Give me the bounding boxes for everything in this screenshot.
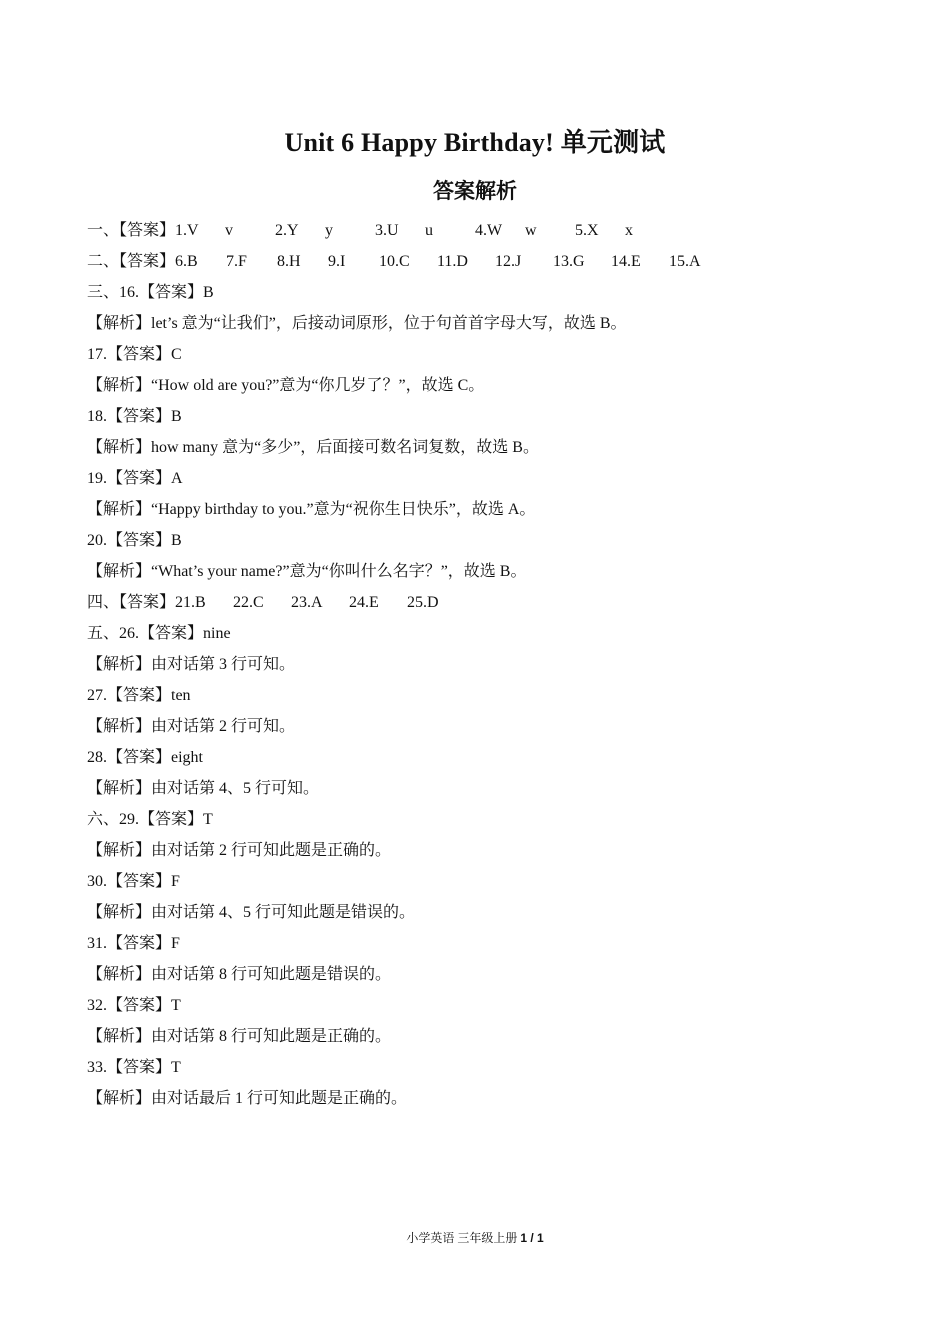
answer-line: 32.【答案】T bbox=[87, 997, 181, 1014]
answer-item: 4.W bbox=[475, 222, 503, 239]
answer-item: 22.C bbox=[233, 594, 264, 611]
explanation-line: 【解析】由对话第 8 行可知此题是正确的。 bbox=[87, 1028, 392, 1045]
answer-line: 三、16.【答案】B bbox=[87, 284, 214, 301]
answer-line: 27.【答案】ten bbox=[87, 687, 191, 704]
answer-item: 2.Y bbox=[275, 222, 299, 239]
explanation-line: 【解析】let’s 意为“让我们”，后接动词原形，位于句首首字母大写，故选 B。 bbox=[87, 315, 627, 332]
answer-item: 23.A bbox=[291, 594, 323, 611]
answer-item: u bbox=[425, 222, 434, 239]
explanation-line: 【解析】由对话第 4、5 行可知。 bbox=[87, 780, 320, 797]
answer-row-prefix: 二、【答案】 bbox=[87, 253, 176, 270]
footer-subject: 小学英语 三年级上册 bbox=[406, 1231, 518, 1245]
answer-item: 14.E bbox=[611, 253, 641, 270]
answer-row bbox=[87, 219, 887, 250]
answer-item: 3.U bbox=[375, 222, 399, 239]
explanation-line: 【解析】由对话第 3 行可知。 bbox=[87, 656, 296, 673]
answer-line: 31.【答案】F bbox=[87, 935, 180, 952]
explanation-line: 【解析】由对话第 4、5 行可知此题是错误的。 bbox=[87, 904, 416, 921]
page-title: Unit 6 Happy Birthday! 单元测试 bbox=[284, 128, 666, 157]
answer-item: v bbox=[225, 222, 234, 239]
answer-item: 9.I bbox=[328, 253, 346, 270]
explanation-line: 【解析】由对话最后 1 行可知此题是正确的。 bbox=[87, 1090, 408, 1107]
answer-item: 24.E bbox=[349, 594, 379, 611]
answer-item: 15.A bbox=[669, 253, 701, 270]
answer-line: 30.【答案】F bbox=[87, 873, 180, 890]
answer-line: 20.【答案】B bbox=[87, 532, 182, 549]
answer-item: 11.D bbox=[437, 253, 468, 270]
page-footer bbox=[0, 1229, 950, 1246]
answer-item: x bbox=[625, 222, 634, 239]
answer-item: 25.D bbox=[407, 594, 439, 611]
answer-row-prefix: 四、【答案】 bbox=[87, 594, 176, 611]
explanation-line: 【解析】how many 意为“多少”，后面接可数名词复数，故选 B。 bbox=[87, 439, 539, 456]
explanation-line: 【解析】“Happy birthday to you.”意为“祝你生日快乐”，故选 A。 bbox=[87, 501, 536, 518]
answer-line: 五、26.【答案】nine bbox=[87, 625, 231, 642]
answer-item: 10.C bbox=[379, 253, 410, 270]
answer-item: 21.B bbox=[175, 594, 206, 611]
answer-item: w bbox=[525, 222, 537, 239]
answer-item: y bbox=[325, 222, 334, 239]
answer-item: 7.F bbox=[226, 253, 247, 270]
answer-item: 5.X bbox=[575, 222, 599, 239]
explanation-line: 【解析】由对话第 8 行可知此题是错误的。 bbox=[87, 966, 392, 983]
answer-item: 8.H bbox=[277, 253, 301, 270]
page-subtitle: 答案解析 bbox=[433, 179, 517, 203]
explanation-line: 【解析】由对话第 2 行可知此题是正确的。 bbox=[87, 842, 392, 859]
answer-item: 1.V bbox=[175, 222, 199, 239]
answer-line: 19.【答案】A bbox=[87, 470, 183, 487]
answer-item: 13.G bbox=[553, 253, 585, 270]
answer-line: 17.【答案】C bbox=[87, 346, 182, 363]
answer-line: 28.【答案】eight bbox=[87, 749, 203, 766]
answer-item: 12.J bbox=[495, 253, 522, 270]
answer-line: 六、29.【答案】T bbox=[87, 811, 213, 828]
answer-row bbox=[87, 591, 887, 622]
page-number: 1 / 1 bbox=[520, 1231, 544, 1245]
explanation-line: 【解析】“What’s your name?”意为“你叫什么名字？”，故选 B。 bbox=[87, 563, 527, 580]
answer-line: 33.【答案】T bbox=[87, 1059, 181, 1076]
answer-item: 6.B bbox=[175, 253, 198, 270]
answer-list bbox=[87, 219, 887, 1118]
explanation-line: 【解析】由对话第 2 行可知。 bbox=[87, 718, 296, 735]
answer-line: 18.【答案】B bbox=[87, 408, 182, 425]
answer-row bbox=[87, 250, 887, 281]
answer-row-prefix: 一、【答案】 bbox=[87, 222, 176, 239]
explanation-line: 【解析】“How old are you?”意为“你几岁了？”，故选 C。 bbox=[87, 377, 485, 394]
